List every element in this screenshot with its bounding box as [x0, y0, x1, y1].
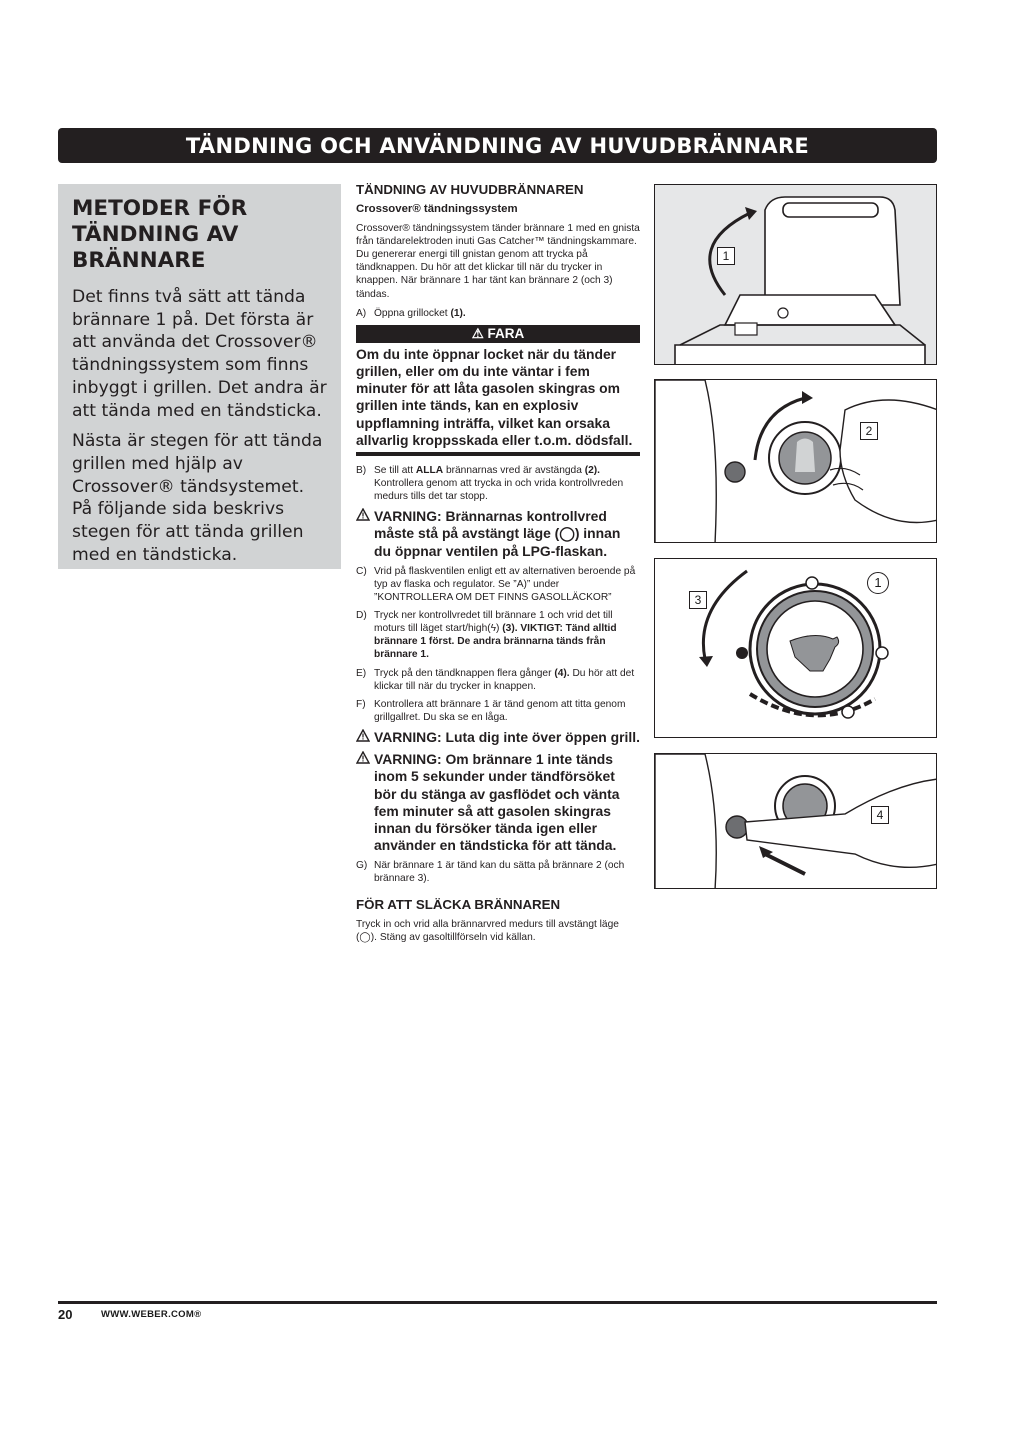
figure-ref: (3). — [502, 623, 518, 635]
warning-1 — [356, 508, 640, 560]
danger-text: Om du inte öppnar locket när du tänder grillen, eller om du inte väntar i fem minuter för att låta gasolen skingras om grillen inte tänds, kan en explosiv uppflamning inträffa, vilket kan orsaka allvarlig kroppsskada eller t.o.m. dödsfall. — [356, 345, 633, 448]
figure-ref: (4). — [554, 667, 570, 679]
step-e — [356, 667, 640, 693]
figure-1-open-lid — [654, 184, 937, 365]
figure-3-knob-detail — [654, 558, 937, 738]
step-text: När brännare 1 är tänd kan du sätta på brännare 2 (och brännare 3). — [374, 860, 625, 885]
danger-label: ⚠ FARA — [356, 325, 640, 343]
warning-3 — [356, 751, 640, 854]
step-c — [356, 565, 640, 604]
figure-number-badge: 1 — [717, 247, 735, 265]
step-text: Du hör att det klickar till när du trycker in knappen. — [374, 667, 635, 692]
off-text: Tryck in och vrid alla brännarvred medurs till avstängt läge (◯). Stäng av gasoltillförseln vid källan. — [356, 918, 619, 943]
off-heading: FÖR ATT SLÄCKA BRÄNNAREN — [356, 896, 561, 912]
page-banner-title: TÄNDNING OCH ANVÄNDNING AV HUVUDBRÄNNARE — [58, 128, 937, 163]
step-letter: G) — [356, 860, 368, 872]
figure-4-igniter-button — [654, 753, 937, 889]
emphasis-text: ALLA — [415, 464, 444, 476]
step-letter: F) — [356, 698, 366, 710]
step-letter: E) — [356, 667, 367, 679]
figure-2-knob-check — [654, 379, 937, 543]
warning-text: VARNING: Luta dig inte över öppen grill. — [374, 728, 640, 745]
grill-lid-illustration — [655, 185, 937, 365]
step-f — [356, 698, 640, 724]
sidebar-paragraph-2: Nästa är stegen för att tända grillen med hjälp av Crossover® tändsystemet. På följande sida beskrivs stegen för att tända grillen med en tändsticka. — [72, 431, 323, 565]
warning-2 — [356, 729, 640, 746]
step-letter: C) — [356, 565, 367, 577]
warning-triangle-icon — [356, 729, 374, 746]
figure-number-badge: 2 — [860, 422, 878, 440]
step-d — [356, 609, 640, 661]
warning-text: VARNING: Brännarnas kontrollvred måste stå på avstängt läge (◯) innan du öppnar ventilen på LPG-flaskan. — [374, 508, 621, 559]
step-text: Tryck på den tändknappen flera gånger — [374, 667, 552, 679]
knob-check-illustration — [655, 380, 937, 543]
step-text: Kontrollera genom att trycka in och vrida kontrollvreden medurs tills det tar stopp. — [374, 478, 624, 503]
section-heading: TÄNDNING AV HUVUDBRÄNNAREN — [356, 182, 584, 197]
step-b — [356, 464, 640, 503]
knob-detail-illustration — [655, 559, 937, 738]
step-letter: A) — [356, 307, 367, 319]
step-text: Öppna grillocket — [374, 307, 448, 319]
step-text: Vrid på flaskventilen enligt ett av alternativen beroende på typ av flaska och regulator. Se ”A)” under ”KONTROLLERA OM DET FINNS GASOLLÄCKOR” — [374, 565, 636, 604]
warning-triangle-icon — [356, 508, 374, 560]
step-a — [356, 307, 640, 320]
step-text: Se till att — [374, 464, 414, 476]
main-column — [356, 181, 640, 950]
intro-text: Crossover® tändningssystem tänder brännare 1 med en gnista från tändarelektroden inuti Gas Catcher™ tändningskammare. Du genererar energi till gnistan genom att trycka på tändknappen. Du hör att det klickar till när du trycker in knappen. När brännare 1 har tänt kan brännare 2 (och 3) tändas. — [356, 223, 640, 300]
important-note: VIKTIGT: Tänd alltid brännare 1 först. De andra brännarna tänds från brännare 1. — [374, 623, 617, 661]
warning-text: VARNING: Om brännare 1 inte tänds inom 5 sekunder under tändförsöket bör du stänga av gasflödet och vänta fem minuter så att gasolen skingras innan du försöker tända igen eller använder en tändsticka för att tända. — [374, 751, 620, 854]
divider — [356, 452, 640, 456]
figure-number-badge: 3 — [689, 591, 707, 609]
step-text: brännarnas vred är avstängda — [445, 464, 582, 476]
step-letter: D) — [356, 610, 367, 622]
burner-number-circle: 1 — [867, 572, 889, 594]
page-number: 20 — [58, 1307, 73, 1322]
step-letter: B) — [356, 464, 367, 476]
figure-number-badge: 4 — [871, 806, 889, 824]
sidebar-heading: METODER FÖR TÄNDNING AV BRÄNNARE — [72, 196, 248, 273]
step-text: Tryck ner kontrollvredet till brännare 1 och vrid det till moturs till läget start/high(ϟ) — [374, 610, 613, 635]
step-g — [356, 859, 640, 885]
step-text: Kontrollera att brännare 1 är tänd genom att titta genom grillgallret. Du ska se en låga. — [374, 698, 626, 723]
warning-triangle-icon — [356, 751, 374, 854]
igniter-press-illustration — [655, 754, 937, 889]
footer-url: WWW.WEBER.COM® — [101, 1309, 202, 1320]
sidebar-panel — [58, 184, 341, 569]
sidebar-paragraph-1: Det finns två sätt att tända brännare 1 på. Det första är att använda det Crossover® tändningssystem som finns inbyggt i grillen. Det andra är att tända med en tändsticka. — [72, 287, 327, 421]
section-subheading: Crossover® tändningssystem — [356, 203, 518, 215]
figure-ref: (1). — [450, 307, 466, 319]
footer-rule — [58, 1301, 937, 1304]
figure-ref: (2). — [584, 464, 600, 476]
